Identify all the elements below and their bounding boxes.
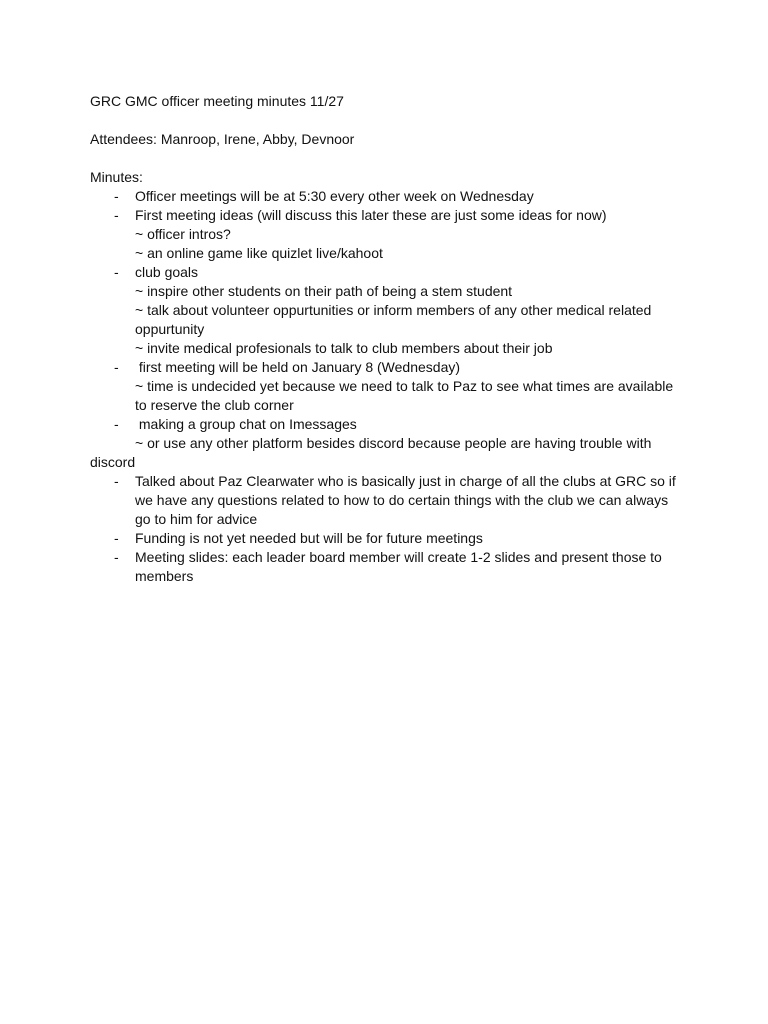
item-line: First meeting ideas (will discuss this later these are just some ideas for now) <box>135 207 607 223</box>
item-line: first meeting will be held on January 8 (Wednesday) <box>135 359 461 375</box>
item-line: ~ inspire other students on their path of being a stem student <box>135 283 513 299</box>
bullet-dash: - <box>114 264 119 280</box>
item-line: we have any questions related to how to do certain things with the club we can always <box>135 492 669 508</box>
item-line: to reserve the club corner <box>135 397 294 413</box>
list-item <box>90 472 690 529</box>
document-title: GRC GMC officer meeting minutes 11/27 <box>90 93 344 109</box>
bullet-dash: - <box>114 416 119 432</box>
item-line: Meeting slides: each leader board member will create 1-2 slides and present those to <box>135 549 662 565</box>
item-line: club goals <box>135 264 199 280</box>
item-line: ~ time is undecided yet because we need to talk to Paz to see what times are available <box>135 378 674 394</box>
item-line: Talked about Paz Clearwater who is basically just in charge of all the clubs at GRC so if <box>135 473 676 489</box>
item-overflow-line: discord <box>90 454 136 470</box>
item-line: making a group chat on Imessages <box>135 416 357 432</box>
list-item <box>90 206 690 263</box>
bullet-dash: - <box>114 473 119 489</box>
list-item <box>90 187 690 206</box>
list-item <box>90 358 690 415</box>
bullet-dash: - <box>114 530 119 546</box>
item-line: members <box>135 568 194 584</box>
bullet-dash: - <box>114 359 119 375</box>
item-line: Officer meetings will be at 5:30 every other week on Wednesday <box>135 188 534 204</box>
document-page <box>90 92 690 586</box>
minutes-label: Minutes: <box>90 169 143 185</box>
item-line: oppurtunity <box>135 321 205 337</box>
minutes-list <box>90 187 690 586</box>
list-item <box>90 263 690 358</box>
item-line: ~ talk about volunteer oppurtunities or inform members of any other medical related <box>135 302 652 318</box>
bullet-dash: - <box>114 207 119 223</box>
item-line: ~ an online game like quizlet live/kahoot <box>135 245 383 261</box>
bullet-dash: - <box>114 549 119 565</box>
item-line: ~ or use any other platform besides discord because people are having trouble with <box>135 435 652 451</box>
list-item <box>90 548 690 586</box>
bullet-dash: - <box>114 188 119 204</box>
item-line: Funding is not yet needed but will be for future meetings <box>135 530 483 546</box>
list-item <box>90 415 690 472</box>
attendees-line: Attendees: Manroop, Irene, Abby, Devnoor <box>90 131 355 147</box>
list-item <box>90 529 690 548</box>
item-line: ~ officer intros? <box>135 226 231 242</box>
item-line: go to him for advice <box>135 511 258 527</box>
item-line: ~ invite medical profesionals to talk to club members about their job <box>135 340 553 356</box>
